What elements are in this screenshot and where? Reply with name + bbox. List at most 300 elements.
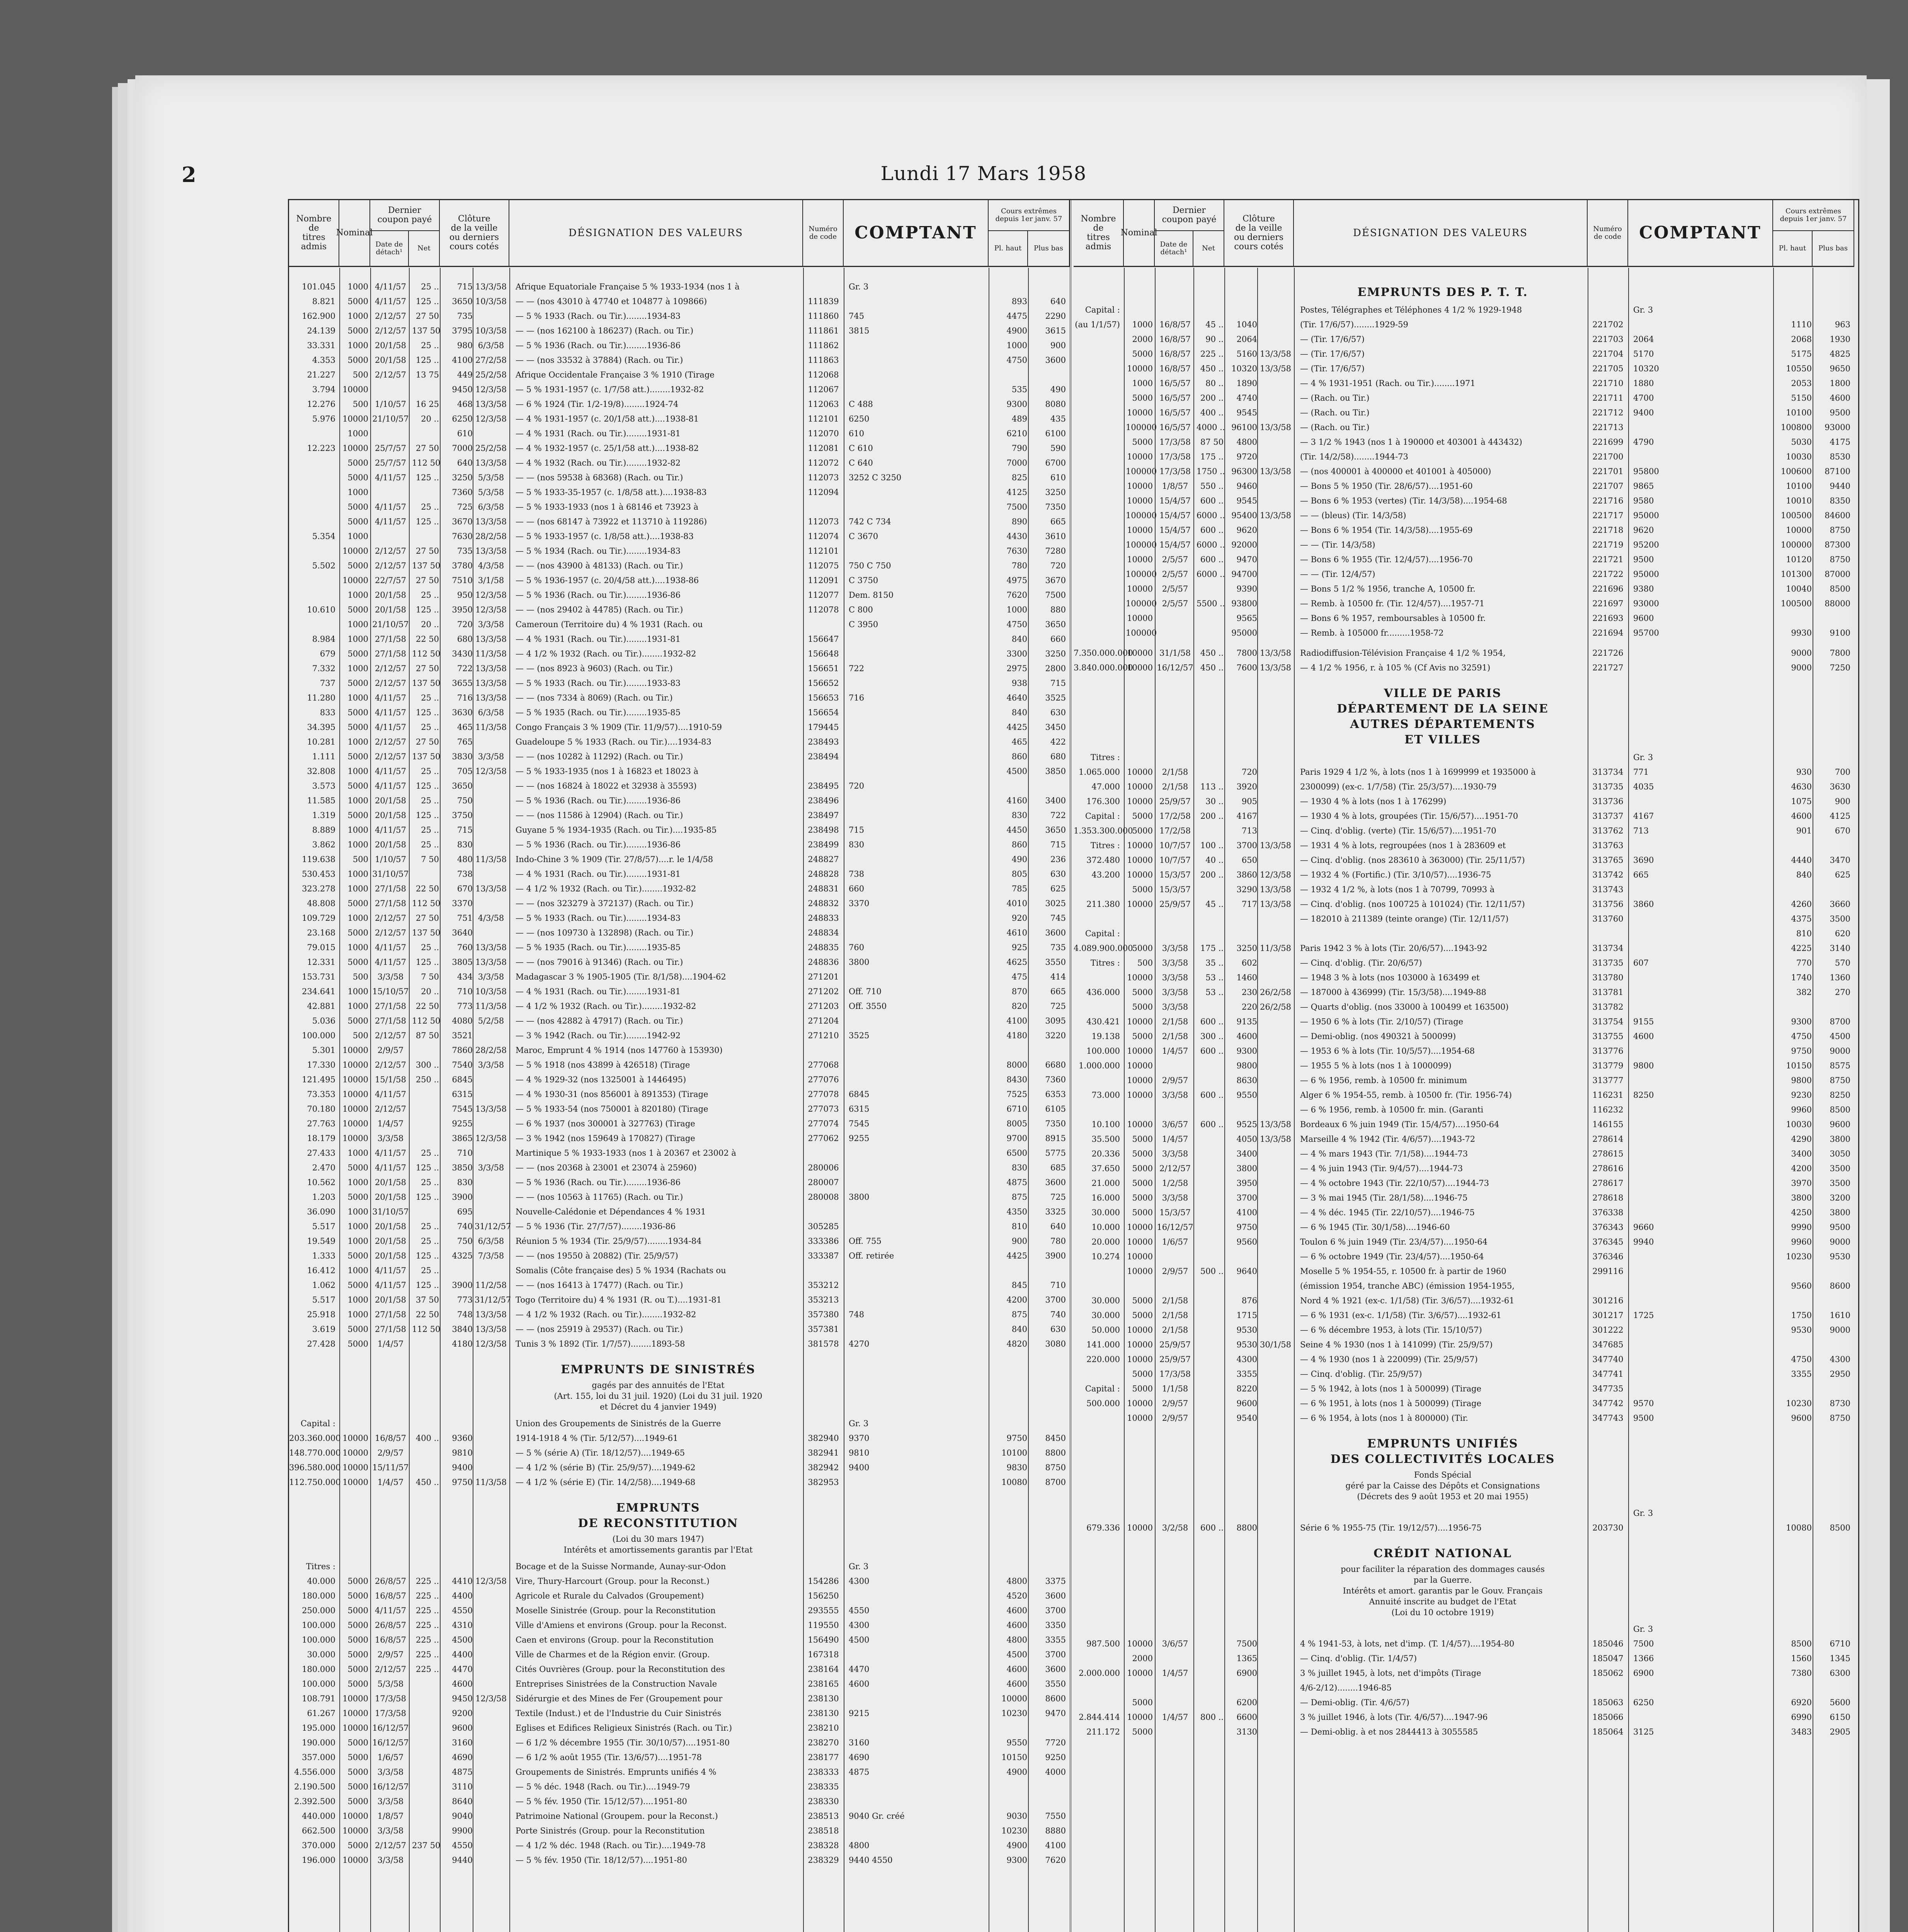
row-nominal: 10000 bbox=[1127, 555, 1153, 564]
row-code: 146155 bbox=[1592, 1120, 1624, 1129]
row-cloture-date: 13/3/58 bbox=[1260, 364, 1291, 373]
row-cloture: 7510 bbox=[452, 576, 473, 585]
table-row bbox=[1074, 1636, 1854, 1651]
row-nominal: 10000 bbox=[1127, 855, 1153, 865]
row-designation: — 3 % mai 1945 (Tir. 28/1/58)....1946-75 bbox=[1300, 1193, 1468, 1202]
row-net: 450 .. bbox=[415, 1478, 439, 1487]
row-designation: — 6 1/2 % août 1955 (Tir. 13/6/57)....1951-78 bbox=[516, 1753, 702, 1762]
row-cloture-date: 6/3/58 bbox=[478, 341, 504, 350]
row-plus-bas: 8750 bbox=[1830, 1413, 1850, 1423]
row-titres: 4.353 bbox=[312, 355, 335, 365]
table-row bbox=[289, 1219, 1070, 1234]
row-nominal: 5000 bbox=[347, 811, 368, 820]
row-code: 313743 bbox=[1592, 885, 1624, 894]
row-date-detach: 4/11/57 bbox=[375, 282, 406, 291]
right-half-table bbox=[1074, 200, 1854, 1932]
table-row bbox=[1074, 1029, 1854, 1044]
row-titres: 32.808 bbox=[307, 767, 335, 776]
row-cloture-date: 12/3/58 bbox=[475, 414, 507, 423]
table-row bbox=[289, 1072, 1070, 1087]
row-date-detach: 16/5/57 bbox=[1159, 423, 1191, 432]
table-row bbox=[1074, 449, 1854, 464]
row-date-detach: 2/9/57 bbox=[1162, 1399, 1188, 1408]
row-code: 347735 bbox=[1592, 1384, 1624, 1393]
row-cloture: 6250 bbox=[452, 414, 473, 423]
row-code: 116232 bbox=[1592, 1105, 1624, 1114]
row-designation: — 4 % 1931-1951 (Rach. ou Tir.)........1971 bbox=[1300, 379, 1476, 388]
row-code: 185046 bbox=[1592, 1639, 1624, 1648]
row-date-detach: 20/1/58 bbox=[375, 1192, 406, 1202]
table-row bbox=[289, 1765, 1070, 1779]
row-plus-bas: 2800 bbox=[1045, 664, 1066, 673]
row-comptant: 610 bbox=[849, 429, 865, 438]
table-row bbox=[1074, 611, 1854, 626]
table-row bbox=[289, 690, 1070, 705]
row-code: 221718 bbox=[1592, 526, 1624, 535]
row-nominal: 1000 bbox=[347, 987, 368, 996]
table-row bbox=[289, 1633, 1070, 1647]
row-cloture: 92000 bbox=[1231, 540, 1257, 549]
row-titres: 3.619 bbox=[312, 1325, 335, 1334]
row-date-detach: 16/5/57 bbox=[1159, 393, 1191, 403]
row-plus-bas: 3700 bbox=[1045, 1606, 1066, 1615]
row-comptant: 6315 bbox=[849, 1104, 870, 1114]
row-date-detach: 27/1/58 bbox=[375, 899, 406, 908]
row-nominal: 10000 bbox=[1127, 1340, 1153, 1349]
row-titres: 19.138 bbox=[1091, 1032, 1120, 1041]
row-designation: — Demi-oblig. (nos 490321 à 500099) bbox=[1300, 1032, 1456, 1041]
row-titres: 1.065.000 bbox=[1079, 767, 1120, 777]
row-code: 248834 bbox=[808, 928, 839, 937]
row-nominal: 5000 bbox=[1132, 1384, 1153, 1393]
row-plus-bas: 3375 bbox=[1045, 1577, 1066, 1586]
row-cloture: 6600 bbox=[1236, 1713, 1257, 1722]
row-net: 6000 .. bbox=[1197, 540, 1225, 549]
table-row bbox=[289, 896, 1070, 911]
row-comptant: 830 bbox=[849, 840, 865, 849]
row-date-detach: 2/12/57 bbox=[375, 326, 406, 335]
row-titres: 100.000 bbox=[302, 1031, 335, 1040]
row-plus-bas: 4125 bbox=[1830, 811, 1850, 821]
row-net: 40 .. bbox=[1205, 855, 1224, 865]
table-row bbox=[289, 1234, 1070, 1248]
row-comptant: 3252 C 3250 bbox=[849, 473, 902, 482]
row-cloture: 96300 bbox=[1231, 467, 1257, 476]
row-titres: Titres : bbox=[1090, 841, 1120, 850]
row-nominal: 5000 bbox=[347, 1635, 368, 1645]
row-net: 137 50 bbox=[412, 679, 441, 688]
row-code: 221697 bbox=[1592, 599, 1624, 608]
row-titres: 5.517 bbox=[312, 1295, 335, 1304]
table-row bbox=[289, 426, 1070, 441]
row-plus-haut: 10010 bbox=[1786, 496, 1812, 505]
row-cloture-date: 13/3/58 bbox=[1260, 423, 1291, 432]
paris-title: VILLE DE PARIS DÉPARTEMENT DE LA SEINE AUTRES DÉPARTEMENTS ET VILLES bbox=[1337, 687, 1549, 747]
row-net: 600 .. bbox=[1200, 526, 1224, 535]
row-cloture: 7540 bbox=[452, 1060, 473, 1070]
row-net: 112 50 bbox=[412, 899, 441, 908]
row-date-detach: 3/3/58 bbox=[377, 1767, 404, 1777]
row-nominal: 5000 bbox=[347, 1281, 368, 1290]
row-nominal: 5000 bbox=[347, 1606, 368, 1615]
row-titres: 16.412 bbox=[307, 1266, 335, 1275]
row-titres: 833 bbox=[320, 708, 335, 717]
row-designation: Somalis (Côte française des) 5 % 1934 (Rachats ou bbox=[516, 1266, 726, 1275]
row-cloture: 3430 bbox=[452, 649, 473, 658]
row-plus-haut: 938 bbox=[1011, 679, 1027, 688]
row-plus-haut: 3355 bbox=[1791, 1369, 1812, 1379]
row-net: 450 .. bbox=[1200, 663, 1224, 672]
row-plus-bas: 3550 bbox=[1045, 1679, 1066, 1689]
row-code: 248831 bbox=[808, 884, 839, 893]
row-net: 225 .. bbox=[415, 1591, 439, 1600]
row-net: 225 .. bbox=[415, 1650, 439, 1659]
row-net: 125 .. bbox=[415, 781, 439, 791]
row-plus-bas: 6150 bbox=[1830, 1713, 1850, 1722]
row-date-detach: 2/12/57 bbox=[375, 1031, 406, 1040]
row-designation: — Bons 6 % 1954 (Tir. 14/3/58)....1955-69 bbox=[1300, 526, 1473, 535]
row-cloture: 751 bbox=[457, 913, 473, 923]
row-net: 27 50 bbox=[415, 913, 439, 923]
table-row bbox=[289, 661, 1070, 676]
table-row bbox=[289, 1146, 1070, 1160]
table-row bbox=[289, 969, 1070, 984]
row-titres: 5.301 bbox=[312, 1046, 335, 1055]
row-nominal: 5000 bbox=[1132, 885, 1153, 894]
row-titres: 10.274 bbox=[1091, 1252, 1120, 1261]
row-plus-haut: 10230 bbox=[1001, 1709, 1027, 1718]
row-titres: 12.223 bbox=[307, 444, 335, 453]
table-row bbox=[289, 676, 1070, 690]
row-plus-bas: 8500 bbox=[1830, 1523, 1850, 1532]
row-code: 112077 bbox=[808, 590, 839, 600]
row-designation: — 5 % 1933 (Rach. ou Tir.)........1933-83 bbox=[516, 679, 681, 688]
row-nominal: 1000 bbox=[347, 341, 368, 350]
row-date-detach: 20/1/58 bbox=[375, 355, 406, 365]
row-designation: — — (nos 109730 à 132898) (Rach. ou Tir.) bbox=[516, 928, 694, 937]
row-net: 27 50 bbox=[415, 664, 439, 673]
row-comptant: 93000 bbox=[1633, 599, 1659, 608]
row-nominal: 5000 bbox=[1132, 1179, 1153, 1188]
row-cloture: 4875 bbox=[452, 1767, 473, 1777]
row-comptant: 4035 bbox=[1633, 782, 1654, 791]
table-row bbox=[289, 925, 1070, 940]
table-row bbox=[289, 1853, 1070, 1867]
row-code: 238496 bbox=[808, 796, 839, 805]
row-designation: Afrique Occidentale Française 3 % 1910 (Tirage bbox=[516, 370, 715, 379]
row-cloture: 720 bbox=[457, 620, 473, 629]
row-titres: Titres : bbox=[1090, 753, 1120, 762]
table-row bbox=[1074, 823, 1854, 838]
row-nominal: 10000 bbox=[342, 1119, 368, 1128]
row-comptant: 9940 bbox=[1633, 1237, 1654, 1247]
row-cloture: 950 bbox=[457, 590, 473, 600]
row-date-detach: 16/8/57 bbox=[375, 1591, 406, 1600]
row-nominal: 10000 bbox=[1127, 364, 1153, 373]
row-plus-bas: 8575 bbox=[1830, 1061, 1850, 1070]
row-designation: Bordeaux 6 % juin 1949 (Tir. 15/4/57)....1950-64 bbox=[1300, 1120, 1500, 1129]
row-nominal: 5000 bbox=[347, 1016, 368, 1026]
table-row bbox=[1074, 765, 1854, 779]
row-plus-bas: 1930 bbox=[1830, 335, 1850, 344]
table-row bbox=[1074, 1381, 1854, 1396]
row-nominal: 5000 bbox=[1132, 349, 1153, 359]
row-nominal: 500 bbox=[352, 855, 368, 864]
row-titres: 10.610 bbox=[307, 605, 335, 614]
row-cloture: 465 bbox=[457, 723, 473, 732]
row-cloture-date: 11/2/58 bbox=[475, 1281, 507, 1290]
row-comptant: 3815 bbox=[849, 326, 870, 335]
row-titres: 5.354 bbox=[312, 532, 335, 541]
row-titres: 27.433 bbox=[307, 1148, 335, 1158]
row-cloture-date: 13/3/58 bbox=[475, 943, 507, 952]
row-cloture-date: 13/3/58 bbox=[475, 517, 507, 526]
row-code: 313762 bbox=[1592, 826, 1624, 835]
row-date-detach: 4/11/57 bbox=[375, 943, 406, 952]
row-titres: 10.000 bbox=[1091, 1223, 1120, 1232]
row-plus-bas: 490 bbox=[1050, 385, 1066, 394]
row-net: 27 50 bbox=[415, 737, 439, 747]
row-designation: — 1953 6 % à lots (Tir. 10/5/57)....1954-68 bbox=[1300, 1046, 1475, 1056]
table-row bbox=[1074, 347, 1854, 361]
row-nominal: 5000 bbox=[347, 1577, 368, 1586]
row-cloture-date: 3/1/58 bbox=[478, 576, 504, 585]
row-date-detach: 2/12/57 bbox=[375, 737, 406, 747]
row-cloture-date: 6/3/58 bbox=[478, 1236, 504, 1246]
row-code: 221719 bbox=[1592, 540, 1624, 549]
table-row bbox=[289, 823, 1070, 837]
row-nominal: 5000 bbox=[1132, 393, 1153, 403]
table-row bbox=[1074, 1190, 1854, 1205]
row-cloture: 230 bbox=[1241, 988, 1257, 997]
row-plus-haut: 10100 bbox=[1001, 1448, 1027, 1458]
row-code: 277078 bbox=[808, 1090, 839, 1099]
row-plus-haut: 10230 bbox=[1786, 1252, 1812, 1261]
row-plus-bas: 1345 bbox=[1830, 1654, 1850, 1663]
row-nominal: 5000 bbox=[347, 1591, 368, 1600]
row-designation: Afrique Equatoriale Française 5 % 1933-1934 (nos 1 à bbox=[516, 282, 740, 291]
row-code: 185047 bbox=[1592, 1654, 1624, 1663]
table-row bbox=[289, 1102, 1070, 1116]
row-designation: — — (nos 7334 à 8069) (Rach. ou Tir.) bbox=[516, 693, 673, 702]
row-comptant: 4700 bbox=[1633, 393, 1654, 403]
row-code: 112072 bbox=[808, 458, 839, 468]
table-row bbox=[1074, 750, 1854, 765]
row-designation: Cameroun (Territoire du) 4 % 1931 (Rach. ou bbox=[516, 620, 703, 629]
row-comptant: Off. 755 bbox=[849, 1236, 882, 1246]
row-titres: 737 bbox=[320, 679, 335, 688]
row-date-detach: 25/9/57 bbox=[1159, 797, 1191, 806]
header-cloture: Clôture de la veille ou derniers cours cotés bbox=[440, 200, 509, 266]
row-net: 25 .. bbox=[421, 1236, 439, 1246]
row-cloture-date: 12/3/58 bbox=[1260, 870, 1291, 879]
row-designation: — 6 % octobre 1949 (Tir. 23/4/57)....1950-64 bbox=[1300, 1252, 1484, 1261]
row-date-detach: 2/12/57 bbox=[375, 752, 406, 761]
table-row bbox=[1074, 1176, 1854, 1190]
row-date-detach: 3/3/58 bbox=[377, 1134, 404, 1143]
row-cloture-date: 11/3/58 bbox=[475, 723, 507, 732]
row-net: 500 .. bbox=[1200, 1267, 1224, 1276]
table-row bbox=[289, 294, 1070, 309]
row-cloture: 3780 bbox=[452, 561, 473, 570]
row-plus-haut: 4900 bbox=[1006, 1767, 1027, 1777]
row-nominal: 1000 bbox=[347, 532, 368, 541]
row-designation: Agricole et Rurale du Calvados (Groupement) bbox=[516, 1591, 704, 1600]
row-plus-bas: 8700 bbox=[1045, 1478, 1066, 1487]
row-cloture: 3640 bbox=[452, 928, 473, 937]
row-nominal: 1000 bbox=[347, 913, 368, 923]
row-designation: — 1931 4 % à lots, regroupées (nos 1 à 283609 et bbox=[1300, 841, 1506, 850]
row-designation: Congo Français 3 % 1909 (Tir. 11/9/57)....1910-59 bbox=[516, 723, 722, 732]
row-plus-bas: 4100 bbox=[1045, 1841, 1066, 1850]
table-row bbox=[289, 1190, 1070, 1204]
row-titres: 48.808 bbox=[307, 899, 335, 908]
row-designation: — — (nos 19550 à 20882) (Tir. 25/9/57) bbox=[516, 1251, 678, 1260]
row-cloture: 6315 bbox=[452, 1090, 473, 1099]
row-plus-haut: 890 bbox=[1011, 517, 1027, 526]
row-designation: — 4 1/2 % (série B) (Tir. 25/9/57)....1949-62 bbox=[516, 1463, 696, 1472]
row-comptant: 1366 bbox=[1633, 1654, 1654, 1663]
table-row bbox=[289, 749, 1070, 764]
row-date-detach: 4/11/57 bbox=[375, 502, 406, 512]
row-designation: — 4 1/2 % 1932 (Rach. ou Tir.)........1932-82 bbox=[516, 884, 696, 893]
row-code: 221703 bbox=[1592, 335, 1624, 344]
row-net: 1750 .. bbox=[1197, 467, 1225, 476]
row-nominal: 5000 bbox=[347, 355, 368, 365]
row-plus-haut: 790 bbox=[1011, 444, 1027, 453]
row-date-detach: 17/3/58 bbox=[1159, 1369, 1191, 1379]
row-titres: 100.000 bbox=[1086, 1046, 1120, 1056]
row-titres: Capital : bbox=[1085, 1384, 1120, 1393]
row-code: 248833 bbox=[808, 913, 839, 923]
row-cloture-date: 26/2/58 bbox=[1260, 1002, 1291, 1012]
row-cloture: 9400 bbox=[452, 1463, 473, 1472]
row-plus-bas: 3550 bbox=[1045, 957, 1066, 967]
row-date-detach: 10/7/57 bbox=[1159, 841, 1191, 850]
row-titres: 2.844.414 bbox=[1079, 1713, 1120, 1722]
table-row bbox=[1074, 479, 1854, 493]
row-cloture: 9810 bbox=[452, 1448, 473, 1458]
row-nominal: 5000 bbox=[347, 1841, 368, 1850]
row-plus-bas: 1610 bbox=[1830, 1311, 1850, 1320]
row-cloture: 725 bbox=[457, 502, 473, 512]
row-nominal: 10000 bbox=[342, 1090, 368, 1099]
table-row bbox=[1074, 1710, 1854, 1725]
row-cloture-date: 12/3/58 bbox=[475, 1134, 507, 1143]
row-comptant: 4167 bbox=[1633, 811, 1654, 821]
row-plus-haut: 5030 bbox=[1791, 437, 1812, 447]
row-nominal: 100000 bbox=[1126, 511, 1157, 520]
row-nominal: 1000 bbox=[347, 869, 368, 879]
row-designation: — 5 % 1918 (nos 43899 à 426518) (Tirage bbox=[516, 1060, 690, 1070]
row-plus-bas: 9650 bbox=[1830, 364, 1850, 373]
row-date-detach: 21/10/57 bbox=[372, 620, 409, 629]
row-titres: 119.638 bbox=[302, 855, 335, 864]
row-nominal: 10000 bbox=[1127, 1046, 1153, 1056]
row-plus-haut: 805 bbox=[1011, 869, 1027, 879]
table-row bbox=[289, 1574, 1070, 1588]
row-titres: 234.641 bbox=[302, 987, 335, 996]
row-designation: Paris 1929 4 1/2 %, à lots (nos 1 à 1699999 et 1935000 à bbox=[1300, 767, 1536, 777]
row-code: 333386 bbox=[808, 1236, 839, 1246]
row-code: 221711 bbox=[1592, 393, 1624, 403]
row-nominal: 10000 bbox=[342, 1448, 368, 1458]
row-date-detach: 16/8/57 bbox=[1159, 335, 1191, 344]
row-code: 112073 bbox=[808, 517, 839, 526]
row-plus-haut: 875 bbox=[1011, 1310, 1027, 1319]
row-plus-haut: 10040 bbox=[1786, 584, 1812, 594]
row-plus-haut: 4820 bbox=[1006, 1339, 1027, 1349]
table-row bbox=[1074, 1146, 1854, 1161]
row-plus-bas: 7360 bbox=[1045, 1075, 1066, 1084]
row-comptant: 9570 bbox=[1633, 1399, 1654, 1408]
row-plus-bas: 8250 bbox=[1830, 1090, 1850, 1100]
row-plus-bas: 3800 bbox=[1830, 1134, 1850, 1144]
row-titres: 100.000 bbox=[302, 1635, 335, 1645]
row-net: 200 .. bbox=[1200, 811, 1224, 821]
table-row bbox=[289, 1043, 1070, 1058]
row-net: 237 50 bbox=[412, 1841, 441, 1850]
row-titres: 3.794 bbox=[312, 385, 335, 394]
row-cloture-date: 26/2/58 bbox=[1260, 988, 1291, 997]
row-net: 125 .. bbox=[415, 473, 439, 482]
page-number: 2 bbox=[182, 162, 196, 187]
table-row bbox=[1074, 1622, 1854, 1636]
row-titres: 2.392.500 bbox=[294, 1797, 335, 1806]
table-row bbox=[289, 837, 1070, 852]
row-cloture: 4400 bbox=[452, 1650, 473, 1659]
row-code: 278615 bbox=[1592, 1149, 1624, 1158]
row-designation: — — (Tir. 14/3/58) bbox=[1300, 540, 1375, 549]
table-row bbox=[1074, 1279, 1854, 1293]
row-nominal: 1000 bbox=[347, 1310, 368, 1319]
row-cloture: 7600 bbox=[1236, 663, 1257, 672]
row-comptant: 5170 bbox=[1633, 349, 1654, 359]
row-nominal: 5000 bbox=[347, 473, 368, 482]
row-designation: — 5 % 1931-1957 (c. 1/7/58 att.)........1932-82 bbox=[516, 385, 704, 394]
row-titres: 34.395 bbox=[307, 723, 335, 732]
row-plus-haut: 8500 bbox=[1791, 1639, 1812, 1648]
row-plus-haut: 875 bbox=[1011, 1192, 1027, 1202]
row-plus-bas: 5775 bbox=[1045, 1148, 1066, 1158]
row-nominal: 1000 bbox=[347, 1207, 368, 1216]
row-titres: 5.976 bbox=[312, 414, 335, 423]
credit-national-subtitle: pour faciliter la réparation des dommages causés par la Guerre. Intérêts et amort. garantis par le Gouv. Français Annuité inscrite au budget de l'Etat (Loi du 10 octobre 1919) bbox=[1341, 1565, 1545, 1617]
row-plus-bas: 740 bbox=[1050, 1310, 1066, 1319]
row-cloture-date: 3/3/58 bbox=[478, 752, 504, 761]
row-cloture: 640 bbox=[457, 458, 473, 468]
table-row bbox=[1074, 1220, 1854, 1235]
row-designation: Ville de Charmes et de la Région envir. (Group. bbox=[516, 1650, 710, 1659]
row-net: 22 50 bbox=[415, 634, 439, 644]
row-plus-haut: 10230 bbox=[1001, 1826, 1027, 1835]
row-cloture: 9900 bbox=[452, 1826, 473, 1835]
header-comptant: COMPTANT bbox=[844, 200, 989, 266]
page-header bbox=[182, 162, 1785, 189]
row-net: 25 .. bbox=[421, 1266, 439, 1275]
reconstitution-subtitle: (Loi du 30 mars 1947) Intérêts et amortissements garantis par l'Etat bbox=[563, 1534, 753, 1554]
row-plus-haut: 4430 bbox=[1006, 532, 1027, 541]
row-designation: — Bons 6 % 1955 (Tir. 12/4/57)....1956-70 bbox=[1300, 555, 1473, 564]
row-net: 27 50 bbox=[415, 311, 439, 321]
row-cloture: 3650 bbox=[452, 297, 473, 306]
row-cloture: 9620 bbox=[1236, 526, 1257, 535]
row-plus-haut: 860 bbox=[1011, 752, 1027, 761]
row-cloture: 735 bbox=[457, 546, 473, 556]
table-row bbox=[289, 632, 1070, 646]
row-plus-haut: 4750 bbox=[1006, 620, 1027, 629]
row-plus-bas: 87300 bbox=[1825, 540, 1850, 549]
